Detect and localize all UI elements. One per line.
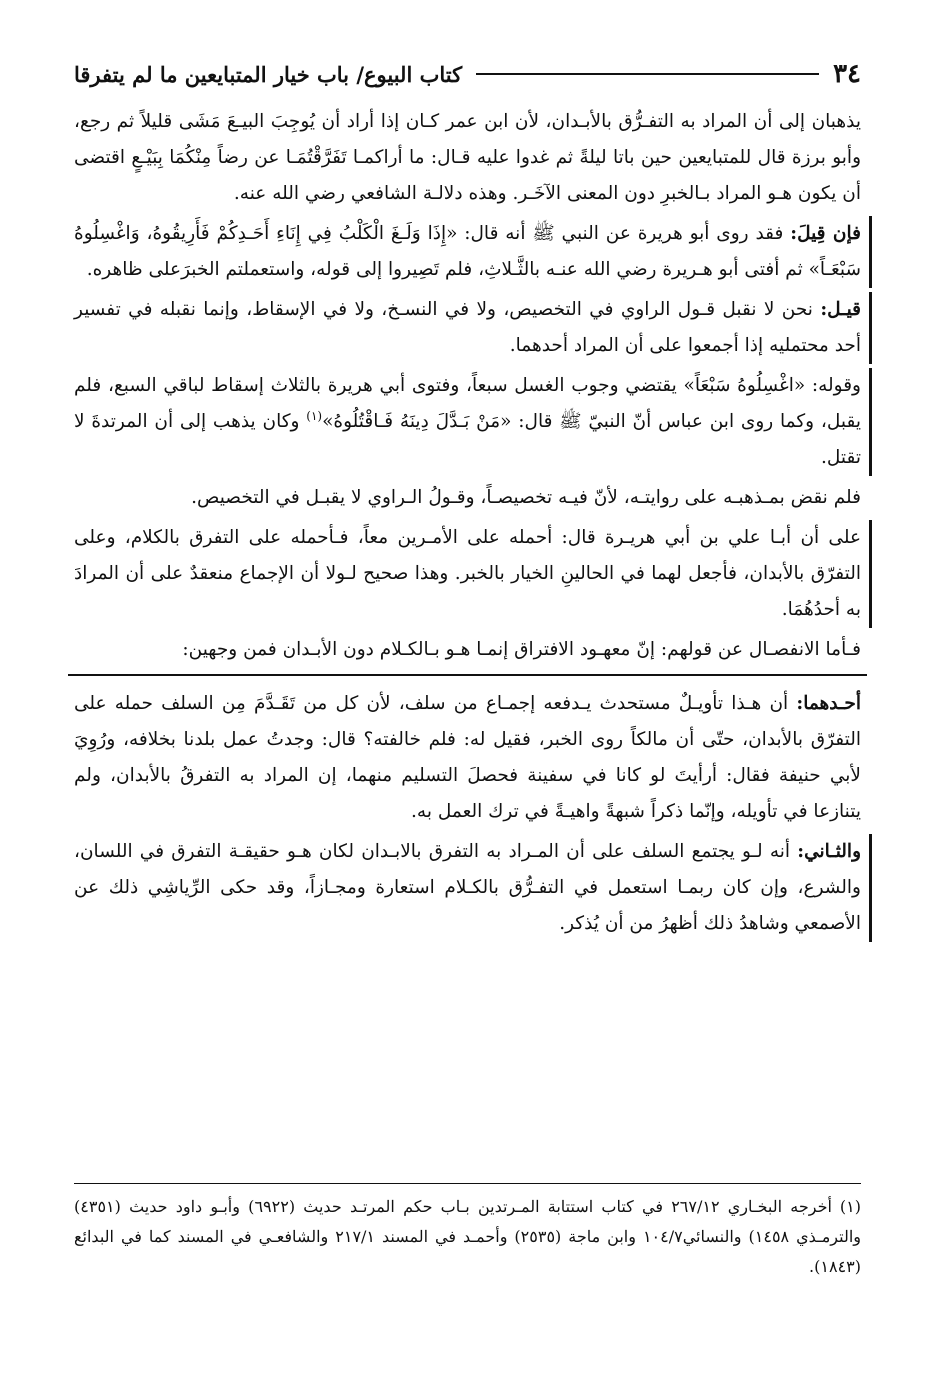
running-title: كتاب البيوع/ باب خيار المتبايعين ما لم يتفرقا [74,61,463,87]
page-header [74,56,861,92]
paragraph-4-text: وقوله: «اغْسِلُوهُ سَبْعَاً» يقتضي وجوب الغسل سبعاً، وفتوى أبي هريرة بالثلاث إسقاط لباقي السبع، فلم يقبل، وكما روى ابن عباس أنّ النبيّ ﷺ قال: «مَنْ بَـدَّلَ دِينَهُ فَـاقْتُلُوهُ» [74,375,861,432]
paragraph-9-text: أنه لـو يجتمع السلف على أن المـراد به التفرق بالابـدان لكان هـو حقيقـة التفرق في اللسان، والشرع، وإن كان ربمـا استعمل في التفـرُّق بالكـلام استعارة ومجـازاً، وقد حكى الرِّياشِي ذلك عن الأصمعي وشاهدُ ذلك أظهرُ من أن يُذكر. [74,841,861,934]
footnotes [74,1192,861,1286]
paragraph-7 [74,632,861,668]
paragraph-6-text: على أن أبـا علي بن أبي هريـرة قال: أحمله على الأمـرين معاً، فـأحمله على التفرق بالكلام، وعلى التفرّق بالأبدان، فأجعل لهما في الحالينِ الخيار بالخبر. وهذا صحيح لـولا أن الإجماع منعقدٌ على أن المرادَ به أحدُهُمَا. [74,527,861,620]
main-text [74,104,861,946]
paragraph-7-text: فـأما الانفصـال عن قولهم: إنّ معهـود الافتراق إنمـا هـو بـالكـلام دون الأبـدان فمن وجهين: [182,639,861,660]
paragraph-2 [74,216,872,288]
paragraph-4 [74,368,872,476]
paragraph-9-lead: والثـاني: [797,841,861,862]
footnote-reference[interactable]: (١) [306,408,323,423]
footnote-separator [74,1183,861,1184]
paragraph-8-lead: أحـدهما: [796,693,861,714]
footnote-1-marker: (١) [839,1197,862,1216]
paragraph-6 [74,520,872,628]
footnote-1-text: أخرجه البخـاري ٢٦٧/١٢ في كتاب استتابة المـرتدين بـاب حكم المرتـد حديث (٦٩٢٢) وأبـو داود حديث (٤٣٥١) والترمـذي ١٤٥٨) والنسائي١٠٤/٧ وابن ماجة (٢٥٣٥) وأحمـد في المسند ٢١٧/١ والشافعـي في المسند كما في البدائع (١٨٤٣). [74,1197,862,1276]
paragraph-2-text: فقد روى أبو هريرة عن النبي ﷺ أنه قال: «إِذَا وَلَـغَ الْكَلْبُ فِي إِنَاءِ أَحَـدِكُمْ فَأَرِيقُوهُ، وَاغْسِلُوهُ سَبْعَـاً» ثم أفتى أبو هـريرة رضي الله عنـه بالثَّـلاثِ، فلم تَصِيروا إلى قوله، واستعملتم الخبرَعلى ظاهره. [74,223,861,280]
paragraph-4-tail: وكان يذهب إلى أن المرتدةَ لا تقتل. [74,411,861,468]
paragraph-8 [74,686,861,830]
paragraph-3-lead: قيـل: [820,299,861,320]
header-rule [476,73,819,75]
section-divider [68,674,867,676]
paragraph-8-text: أن هـذا تأويـلٌ مستحدث يـدفعه إجمـاع من سلف، لأن كل من تَقَـدَّمَ مِن السلف حمله على التفرّق بالأبدان، حتّى أن مالكاً روى الخبر، فقيل له: فلم خالفته؟ قال: وجدتُ عمل بلدنا بخلافه، ورُوِيَ لأبي حنيفة فقال: أرأيتَ لو كانا في سفينة فحصلَ التسليم منهما، إن المراد به التفرقُ بالأبدان، ولم يتنازعا في تأويله، وإنّما ذكراً شبهةً واهيـةً في ترك العمل به. [74,693,861,822]
paragraph-3-text: نحن لا نقبل قـول الراوي في التخصيص، ولا في النسـخ، ولا في الإسقاط، وإنما نقبله في تفسير أحد محتمليه إذا أجمعوا على أن المراد أحدهما. [74,299,861,356]
paragraph-5-text: فلم نقض بمـذهبـه على روايتـه، لأنّ فيـه تخصيصـاً، وقـولُ الـراوي لا يقبـل في التخصيص. [191,487,861,508]
paragraph-1 [74,104,861,212]
paragraph-2-lead: فإن قِيلَ: [790,223,861,244]
paragraph-9 [74,834,872,942]
paragraph-3 [74,292,872,364]
page-number: ٣٤ [833,59,861,89]
paragraph-1-text: يذهبان إلى أن المراد به التفـرُّق بالأبـدان، لأن ابن عمر كـان إذا أراد أن يُوجِبَ البيـعَ مَشَى قليلاً ثم رجع، وأبو برزة قال للمتبايعين حين باتا ليلةً ثم غدوا عليه قـال: ما أراكمـا تَفَرَّقْتُمَـا عن رضاً مِنْكُمَا بِبَيْـعٍ اقتضى أن يكون هـو المراد بـالخبرِ دون المعنى الآخَـر. وهذه دلالـة الشافعي رضي الله عنه. [74,111,861,204]
footnote-1 [74,1192,861,1282]
paragraph-5 [74,480,861,516]
